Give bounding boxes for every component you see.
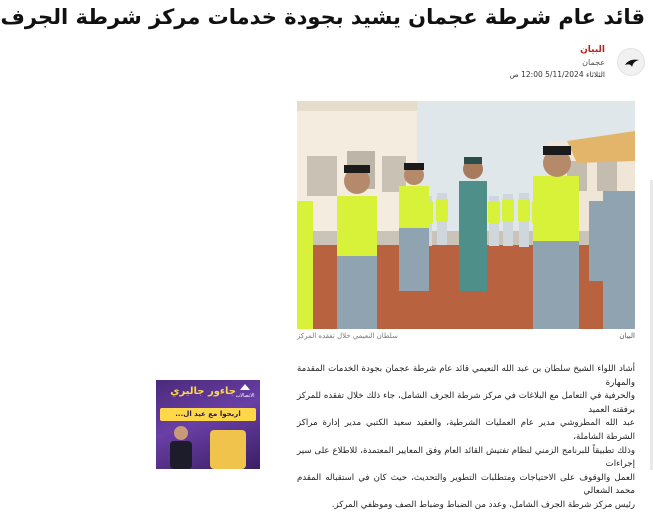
body-line: أشاد اللواء الشيخ سلطان بن عبد الله النعيمي قائد عام شرطة عجمان بجودة الخدمات المقدمة والمهارة xyxy=(297,364,635,388)
photo-caption-row xyxy=(297,330,635,344)
ad-person-image xyxy=(166,424,196,469)
body-line: وذلك تطبيقاً للبرنامج الزمني لنظام تفتيش القائد العام وفق المعايير المعتمدة، للاطلاع على سير إجراءات xyxy=(297,445,635,470)
ad-title: جاءور جاليري xyxy=(170,386,236,397)
body-line: رئيس مركز شرطة الجرف الشامل، وعدد من الضباط وضباط الصف وموظفي المركز. xyxy=(331,499,635,510)
ad-brand-text: الاتصالات xyxy=(235,393,255,399)
ad-subtitle: اربحوا مع عيد ال... xyxy=(160,408,256,421)
publish-date: الثلاثاء 5/11/2024 12:00 ص xyxy=(509,70,605,79)
ad-brand-logo xyxy=(234,383,256,399)
body-line: عبد الله المطروشي مدير عام العمليات الشرطية، والعقيد سعيد الكتبي مدير إدارة مراكز الشرطة الشاملة، xyxy=(297,418,635,442)
advertisement-banner[interactable] xyxy=(156,380,260,469)
article-photo[interactable] xyxy=(297,101,635,329)
article-byline xyxy=(445,44,645,84)
source-link[interactable]: البيان xyxy=(580,45,605,55)
article-headline: قائد عام شرطة عجمان يشيد بجودة خدمات مركز شرطة الجرف xyxy=(0,5,645,29)
albayan-bird-icon[interactable] xyxy=(617,48,645,76)
body-line: والحرفية في التعامل مع البلاغات في مركز شرطة الجرف الشامل، جاء ذلك خلال تفقده للمركز برفقته العميد xyxy=(297,391,635,415)
article-body xyxy=(297,363,635,510)
photo-credit: البيان xyxy=(619,332,635,340)
photo-caption: سلطان النعيمي خلال تفقده المركز xyxy=(297,332,398,340)
ad-product-image xyxy=(210,430,246,469)
section-label[interactable]: عجمان xyxy=(582,58,605,67)
body-line: العمل والوقوف على الاحتياجات ومتطلبات التطوير والتحديث، حيث كان في استقباله المقدم محمد الشعالي xyxy=(297,472,635,497)
